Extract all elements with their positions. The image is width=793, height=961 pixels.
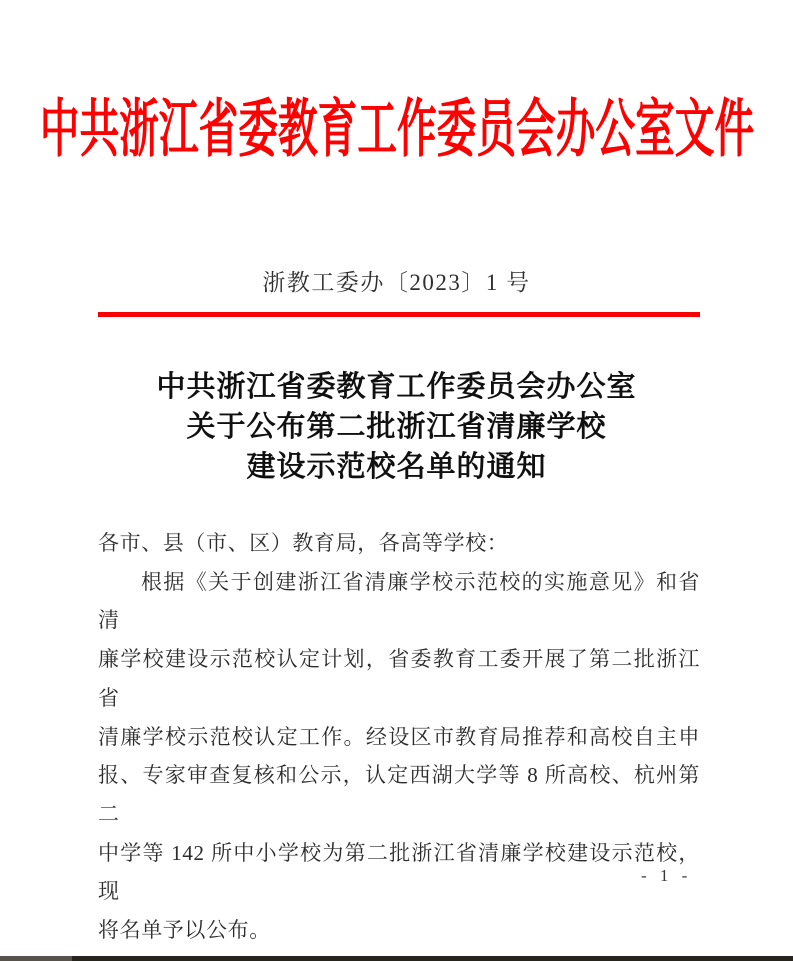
page-number: - 1 -	[641, 866, 690, 885]
body-line: 报、专家审查复核和公示，认定西湖大学等 8 所高校、杭州第二	[98, 763, 700, 826]
body-line: 根据《关于创建浙江省清廉学校示范校的实施意见》和省清	[98, 569, 700, 633]
body-line: 廉学校建设示范校认定计划，省委教育工委开展了第二批浙江省	[98, 647, 700, 710]
red-rule-divider	[98, 312, 700, 317]
red-masthead	[0, 92, 793, 168]
masthead-text: 中共浙江省委教育工作委员会办公室文件	[39, 95, 754, 165]
body-line: 中学等 142 所中小学校为第二批浙江省清廉学校建设示范校，现	[98, 840, 700, 904]
document-number: 浙教工委办〔2023〕1 号	[262, 270, 531, 295]
document-title-line-2: 关于公布第二批浙江省清廉学校	[186, 411, 607, 443]
salutation-line: 各市、县（市、区）教育局，各高等学校：	[98, 531, 509, 555]
document-title	[0, 367, 793, 487]
document-title-line-3: 建设示范校名单的通知	[246, 451, 547, 483]
document-body	[98, 524, 700, 950]
scan-edge-bar-left	[0, 956, 72, 961]
body-line: 清廉学校示范校认定工作。经设区市教育局推荐和高校自主申	[98, 724, 700, 749]
document-title-line-1: 中共浙江省委教育工作委员会办公室	[156, 371, 637, 403]
scan-edge-bar	[0, 956, 793, 961]
body-line: 将名单予以公布。	[98, 918, 271, 943]
